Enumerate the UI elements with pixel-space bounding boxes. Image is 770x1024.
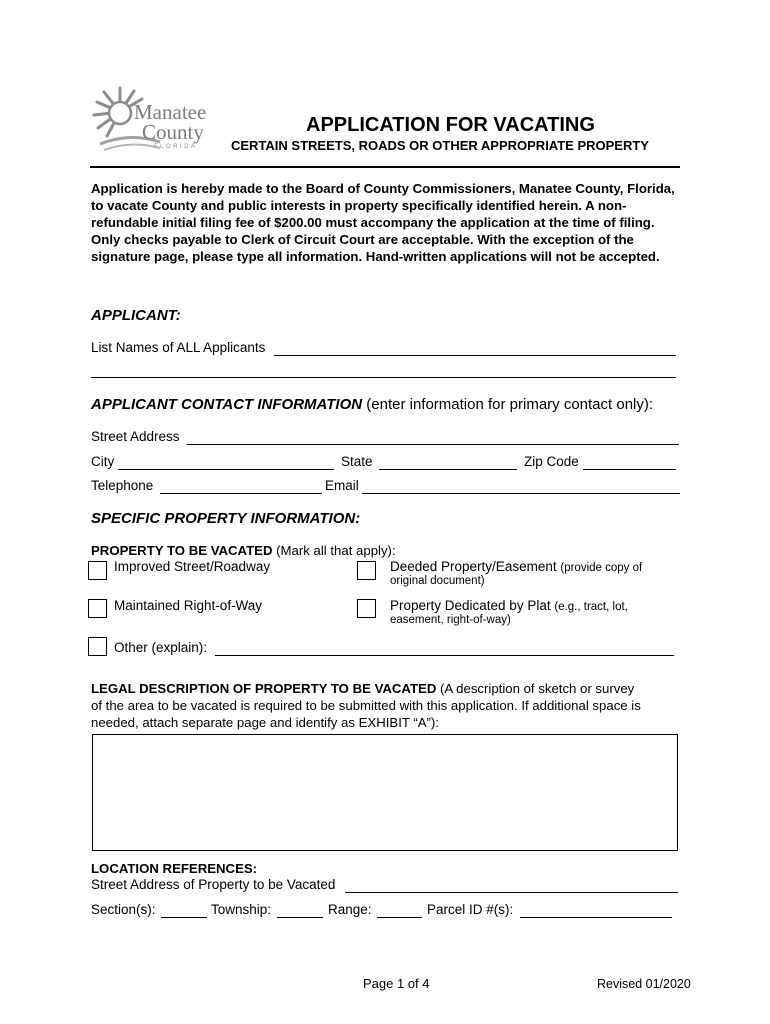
deeded-property-note-2: original document) xyxy=(390,575,485,587)
page-subtitle: CERTAIN STREETS, ROADS OR OTHER APPROPRIATE PROPERTY xyxy=(231,138,649,153)
legal-description-line-3: needed, attach separate page and identify as EXHIBIT “A”): xyxy=(91,715,439,730)
other-explain-field[interactable] xyxy=(215,655,674,656)
contact-heading xyxy=(91,396,653,413)
improved-street-checkbox[interactable] xyxy=(88,561,107,580)
dedicated-plat-note-2: easement, right-of-way) xyxy=(390,614,511,626)
dedicated-plat-title: Property Dedicated by Plat xyxy=(390,598,551,613)
township-label: Township: xyxy=(211,902,272,917)
email-field[interactable] xyxy=(362,493,680,494)
improved-street-label: Improved Street/Roadway xyxy=(114,559,271,574)
telephone-field[interactable] xyxy=(160,493,322,494)
page-title: APPLICATION FOR VACATING xyxy=(306,114,595,136)
telephone-label: Telephone xyxy=(91,478,154,493)
logo-text-florida: FLORIDA xyxy=(154,144,198,150)
range-field[interactable] xyxy=(377,917,422,918)
property-vacated-title: PROPERTY TO BE VACATED xyxy=(91,543,273,558)
legal-description-line-1 xyxy=(91,680,634,697)
dedicated-plat-label xyxy=(390,598,628,613)
zip-code-label: Zip Code xyxy=(524,454,579,469)
deeded-property-checkbox[interactable] xyxy=(357,561,376,580)
range-label: Range: xyxy=(328,902,372,917)
property-street-address-field[interactable] xyxy=(345,892,678,893)
sections-label: Section(s): xyxy=(91,902,156,917)
maintained-row-checkbox[interactable] xyxy=(88,599,107,618)
applicant-names-field[interactable] xyxy=(274,355,676,356)
parcel-id-field[interactable] xyxy=(520,917,672,918)
property-street-address-label: Street Address of Property to be Vacated xyxy=(91,877,336,892)
parcel-id-label: Parcel ID #(s): xyxy=(427,902,514,917)
maintained-row-label: Maintained Right-of-Way xyxy=(114,598,263,613)
intro-paragraph: Application is hereby made to the Board of County Commissioners, Manatee County, Florida, to vacate County and public interests in property specifically identified herein. A non-refundable initial filing fee of $200.00 must accompany the application at the time of filing. Only checks payable to Clerk of Circuit Court are acceptable. With the exception of the signature page, please type all information. Hand-written applications will not be accepted. xyxy=(91,181,675,264)
dedicated-plat-checkbox[interactable] xyxy=(357,599,376,618)
city-field[interactable] xyxy=(118,469,334,470)
sections-field[interactable] xyxy=(161,917,207,918)
other-checkbox[interactable] xyxy=(88,637,107,656)
legal-description-textarea[interactable] xyxy=(92,734,678,851)
contact-heading-note: (enter information for primary contact only): xyxy=(366,396,654,413)
logo-text-county: County xyxy=(142,120,204,144)
logo-text-manatee: Manatee xyxy=(134,100,207,124)
revision-date: Revised 01/2020 xyxy=(597,977,691,991)
street-address-label: Street Address xyxy=(91,429,180,444)
applicant-names-label: List Names of ALL Applicants xyxy=(91,340,266,355)
manatee-county-logo xyxy=(90,82,220,162)
property-vacated-note: (Mark all that apply): xyxy=(276,543,396,558)
legal-description-line-2: of the area to be vacated is required to be submitted with this application. If additional space is xyxy=(91,698,641,713)
property-heading: SPECIFIC PROPERTY INFORMATION: xyxy=(91,510,361,527)
street-address-field[interactable] xyxy=(187,444,679,445)
email-label: Email xyxy=(325,478,359,493)
property-vacated-label xyxy=(91,543,396,558)
applicant-names-field-2[interactable] xyxy=(91,377,676,378)
location-heading: LOCATION REFERENCES: xyxy=(91,861,258,876)
other-label: Other (explain): xyxy=(114,640,208,655)
header-divider xyxy=(90,166,680,168)
dedicated-plat-note: (e.g., tract, lot, xyxy=(554,601,628,613)
contact-heading-title: APPLICANT CONTACT INFORMATION xyxy=(91,396,363,413)
city-label: City xyxy=(91,454,115,469)
legal-description-note: (A description of sketch or survey xyxy=(440,681,635,696)
legal-description-heading: LEGAL DESCRIPTION OF PROPERTY TO BE VACATED xyxy=(91,681,437,696)
state-field[interactable] xyxy=(379,469,517,470)
applicant-heading: APPLICANT: xyxy=(91,307,181,324)
deeded-property-title: Deeded Property/Easement xyxy=(390,559,557,574)
deeded-property-note: (provide copy of xyxy=(560,562,643,574)
township-field[interactable] xyxy=(277,917,323,918)
deeded-property-label xyxy=(390,559,642,574)
page-number: Page 1 of 4 xyxy=(363,976,430,991)
state-label: State xyxy=(341,454,373,469)
zip-code-field[interactable] xyxy=(583,469,676,470)
